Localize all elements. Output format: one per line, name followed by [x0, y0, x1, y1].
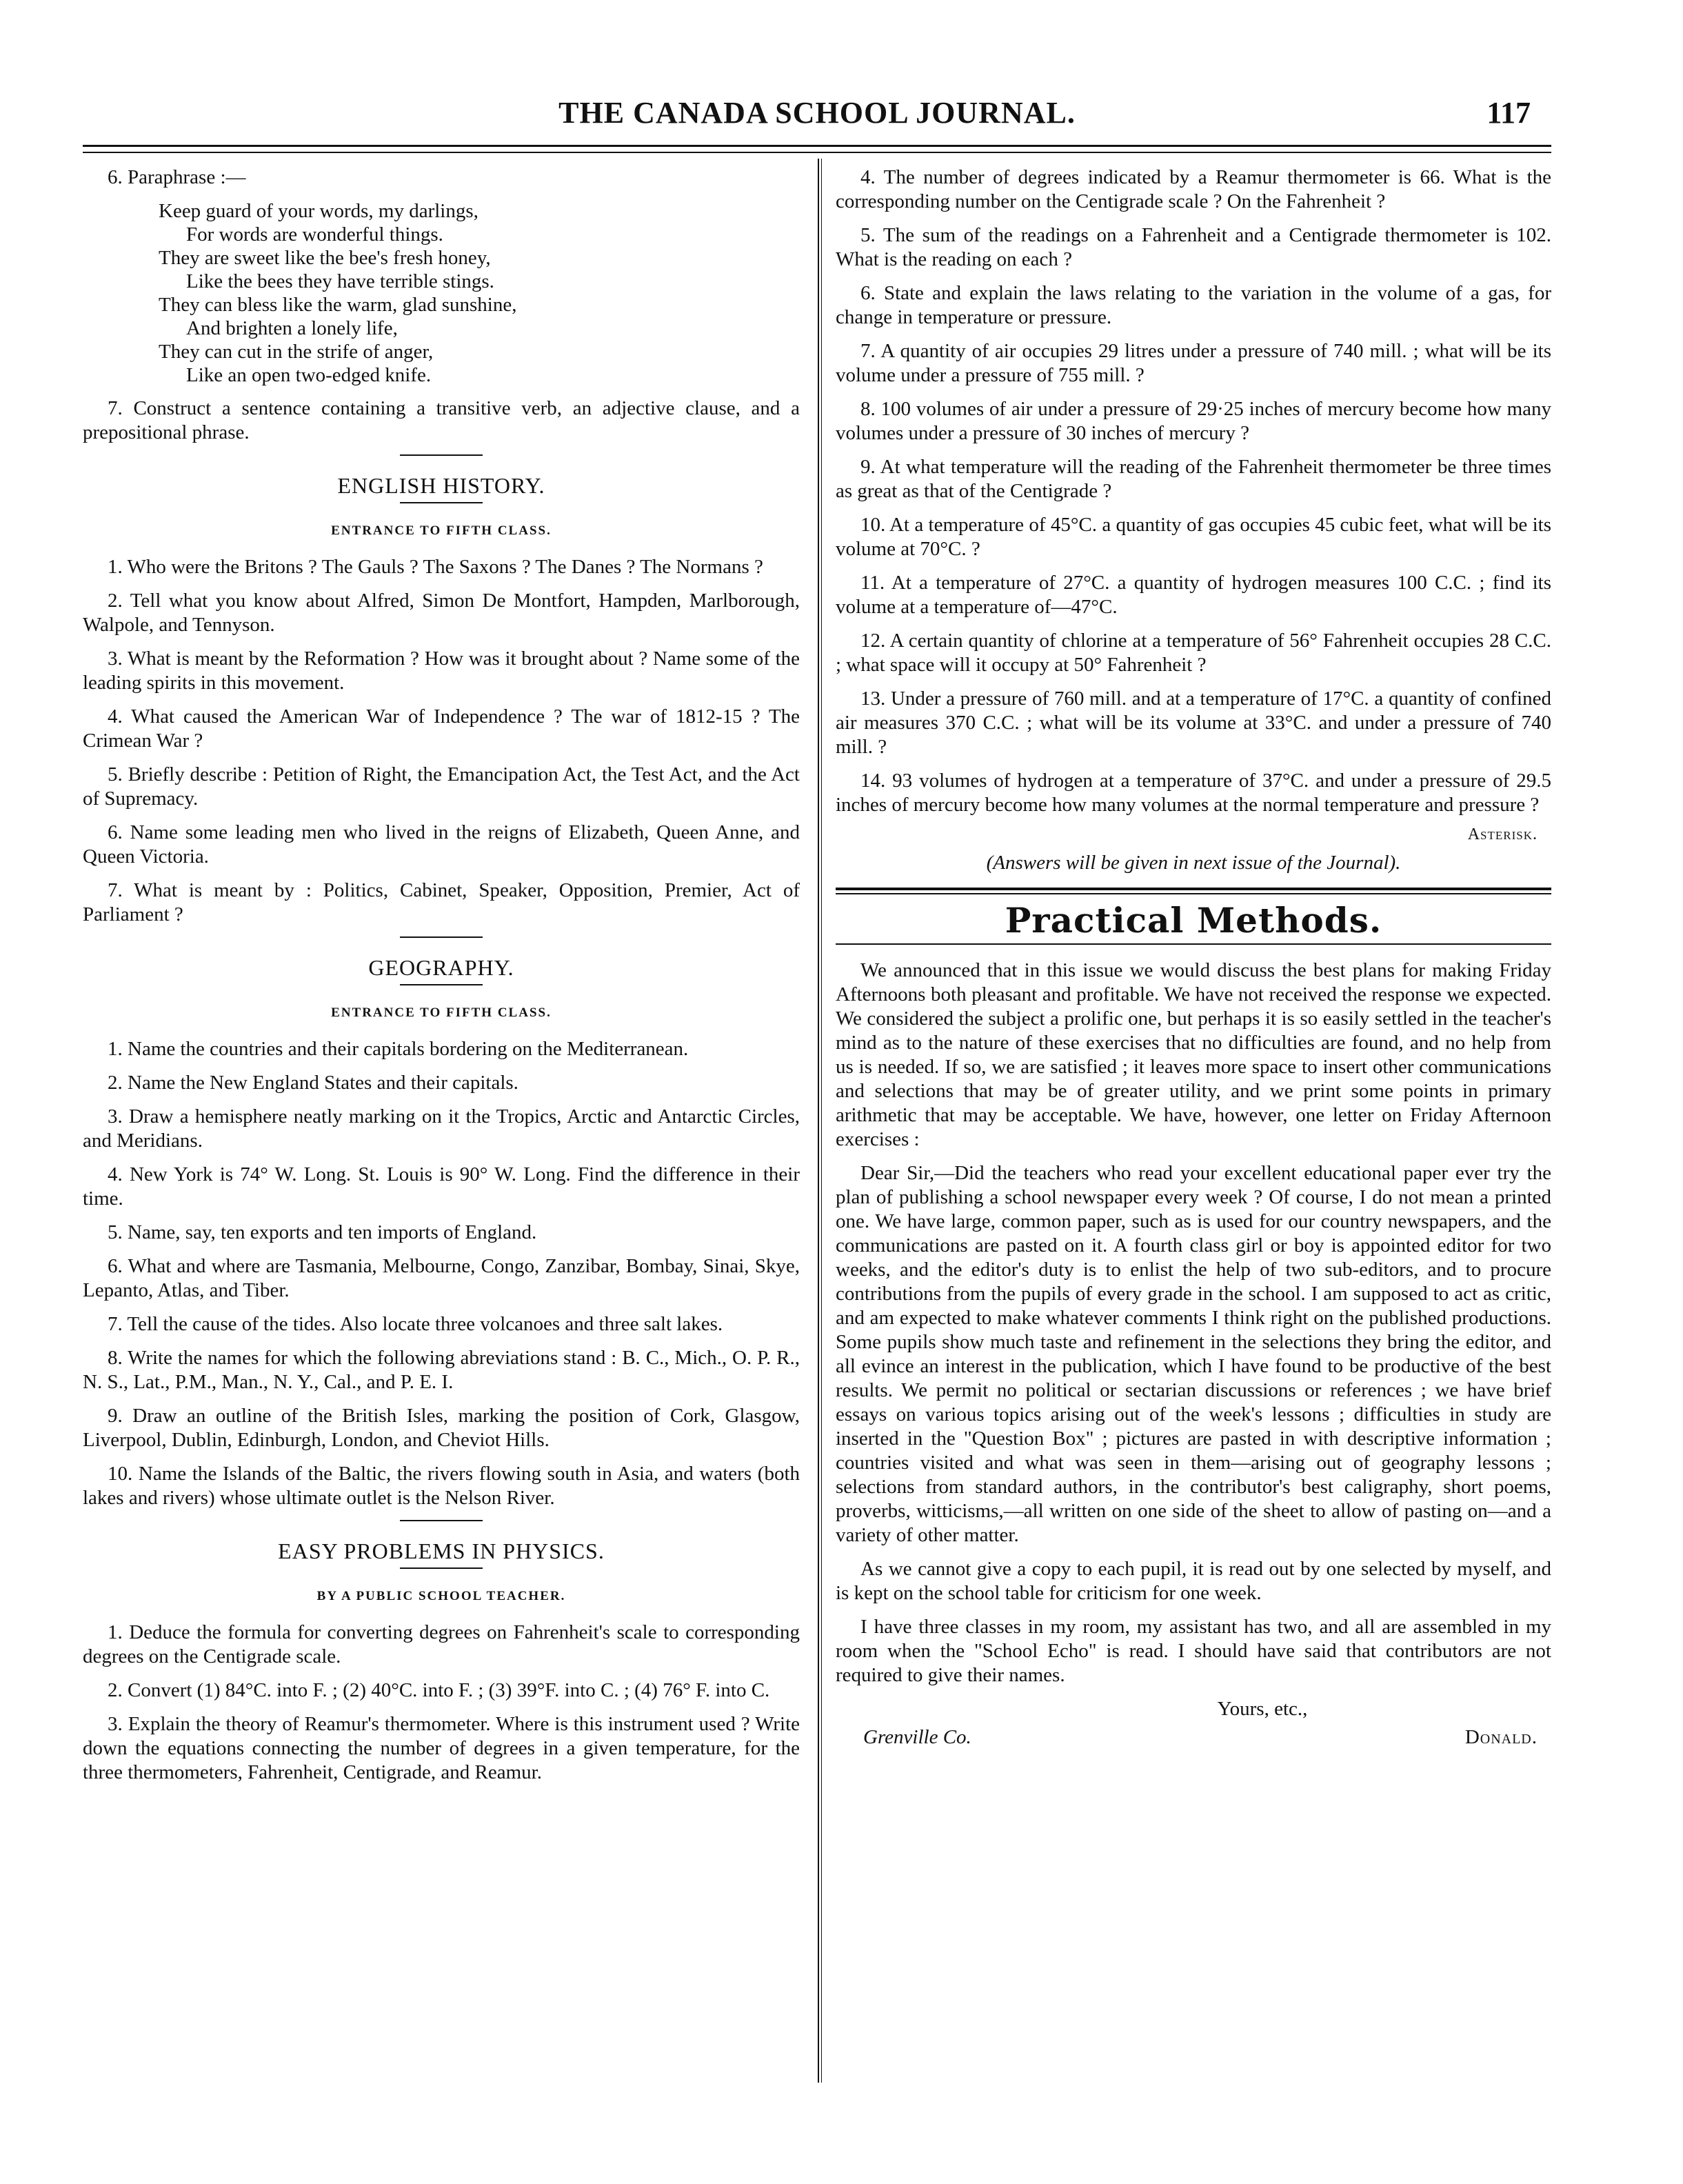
- physics-question: 13. Under a pressure of 760 mill. and at a temperature of 17°C. a quantity of confined air measures 370 C.C. ; what will be its volume at 33°C. and under a pressure of 740 mill. ?: [836, 688, 1551, 758]
- letter-closing: Yours, etc.,: [1217, 1698, 1308, 1720]
- physics-question: 11. At a temperature of 27°C. a quantity of hydrogen measures 100 C.C. ; find its volume at a temperature of—47°C.: [836, 572, 1551, 618]
- geography-question: 1. Name the countries and their capitals bordering on the Mediterranean.: [108, 1038, 689, 1060]
- question-sentence: 7. Construct a sentence containing a transitive verb, an adjective clause, and a prepositional phrase.: [83, 397, 800, 443]
- header-rule: [83, 145, 1551, 147]
- column-divider-secondary: [821, 159, 822, 2083]
- physics-question: 5. The sum of the readings on a Fahrenheit and a Centigrade thermometer is 102. What is the reading on each ?: [836, 224, 1551, 270]
- geography-question: 4. New York is 74° W. Long. St. Louis is 90° W. Long. Find the difference in their time.: [83, 1163, 800, 1210]
- history-question: 2. Tell what you know about Alfred, Simon De Montfort, Hampden, Marlborough, Walpole, and Tennyson.: [83, 590, 800, 636]
- right-column: [836, 166, 1551, 1750]
- poem-line: They can bless like the warm, glad sunshine,: [159, 294, 517, 316]
- geography-question: 8. Write the names for which the following abreviations stand : B. C., Mich., O. P. R., N. S., Lat., P.M., Man., N. Y., Cal., and P. E. I.: [83, 1347, 800, 1393]
- geography-question: 7. Tell the cause of the tides. Also locate three volcanoes and three salt lakes.: [108, 1313, 723, 1335]
- poem: [83, 199, 800, 387]
- poem-line: They are sweet like the bee's fresh honey,: [159, 247, 491, 269]
- poem-line: Keep guard of your words, my darlings,: [159, 200, 478, 222]
- section-rule-heavy-secondary: [836, 893, 1551, 894]
- section-rule: [400, 936, 483, 938]
- history-question: 3. What is meant by the Reformation ? How was it brought about ? Name some of the leading spirits in this movement.: [83, 648, 800, 694]
- letter-paragraph: I have three classes in my room, my assistant has two, and all are assembled in my room when the "School Echo" is read. I should have said that contributors are not required to give their names.: [836, 1616, 1551, 1686]
- geography-question: 2. Name the New England States and their capitals.: [108, 1072, 518, 1094]
- section-subtitle-physics: BY A PUBLIC SCHOOL TEACHER.: [316, 1589, 566, 1603]
- section-title-history: ENGLISH HISTORY.: [337, 473, 545, 498]
- geography-question: 6. What and where are Tasmania, Melbourne, Congo, Zanzibar, Bombay, Sinai, Skye, Lepanto, Atlas, and Tiber.: [83, 1255, 800, 1301]
- section-subtitle-history: ENTRANCE TO FIFTH CLASS.: [331, 523, 552, 538]
- section-rule: [400, 1520, 483, 1521]
- physics-question: 10. At a temperature of 45°C. a quantity of gas occupies 45 cubic feet, what will be its volume at 70°C. ?: [836, 514, 1551, 560]
- letter: [836, 1161, 1551, 1687]
- page-number: 117: [1487, 96, 1531, 130]
- letter-signoff: [836, 1725, 1551, 1750]
- poem-line: They can cut in the strife of anger,: [159, 341, 434, 363]
- letter-paragraph: Dear Sir,—Did the teachers who read your excellent educational paper ever try the plan of publishing a school newspaper every week ? Of course, I do not mean a printed one. We have large, common paper, such as is used for our country newspapers, and the communications are pasted on it. A fourth class girl or boy is appointed editor for two weeks, and the editor's duty is to enlist the help of two sub-editors, and to procure contributions from the pupils of every grade in the school. I am supposed to act as critic, and am expected to make whatever comments I think right on the published productions. Some pupils show much taste and refinement in the selections they bring the editor, and all evince an interest in the publication, which I have found to be productive of the best results. We permit no political or sectarian discussions or references ; we have brief essays on various topics arising out of the week's lessons ; difficulties in study are inserted in the "Question Box" ; pictures are pasted in with descriptive information ; countries visited and what was seen in them—arising out of geography lessons ; selections from standard authors, in the contributor's best caligraphy, short poems, proverbs, witticisms,—all written on one side of the sheet to allow of pasting on—and a variety of other matter.: [836, 1162, 1551, 1546]
- physics-question: 1. Deduce the formula for converting degrees on Fahrenheit's scale to corresponding degrees on the Centigrade scale.: [83, 1621, 800, 1667]
- letter-paragraph: As we cannot give a copy to each pupil, it is read out by one selected by myself, and is kept on the school table for criticism for one week.: [836, 1558, 1551, 1604]
- page-header: [83, 95, 1551, 137]
- geography-question: 10. Name the Islands of the Baltic, the rivers flowing south in Asia, and waters (both lakes and rivers) whose ultimate outlet is the Nelson River.: [83, 1463, 800, 1509]
- section-rule-heavy: [836, 888, 1551, 890]
- section-rule: [400, 984, 483, 985]
- physics-question: 4. The number of degrees indicated by a Reamur thermometer is 66. What is the corresponding number on the Centigrade scale ? On the Fahrenheit ?: [836, 166, 1551, 212]
- section-title-practical-methods: Practical Methods.: [1005, 900, 1382, 941]
- poem-line: Like the bees they have terrible stings.: [186, 270, 494, 292]
- physics-question: 3. Explain the theory of Reamur's thermometer. Where is this instrument used ? Write down the equations connecting the number of degrees in a given temperature, for the three thermometers, Fahrenheit, Centigrade, and Reamur.: [83, 1713, 800, 1783]
- history-question: 5. Briefly describe : Petition of Right, the Emancipation Act, the Test Act, and the Act of Supremacy.: [83, 763, 800, 810]
- methods-intro: We announced that in this issue we would discuss the best plans for making Friday Afternoons both pleasant and profitable. We have not received the response we expected. We considered the subject a prolific one, but perhaps it is so easily settled in the teacher's mind as to the nature of these exercises that no difficulties are found, and no help from us is needed. If so, we are satisfied ; it leaves more space to insert other communications and selections that may be of greater utility, and we print some points in primary arithmetic that may be acceptable. We have, however, one letter on Friday Afternoon exercises :: [836, 959, 1551, 1150]
- physics-question: 2. Convert (1) 84°C. into F. ; (2) 40°C. into F. ; (3) 39°F. into C. ; (4) 76° F. into C.: [108, 1679, 770, 1701]
- history-question: 7. What is meant by : Politics, Cabinet, Speaker, Opposition, Premier, Act of Parliament ?: [83, 879, 800, 925]
- poem-line: For words are wonderful things.: [186, 223, 443, 246]
- header-rule-secondary: [83, 152, 1551, 153]
- left-column: [83, 166, 800, 1794]
- section-rule: [836, 943, 1551, 945]
- section-title-geography: GEOGRAPHY.: [368, 955, 514, 980]
- geography-question: 5. Name, say, ten exports and ten imports of England.: [108, 1221, 537, 1243]
- section-rule: [400, 1567, 483, 1569]
- question-paraphrase: 6. Paraphrase :—: [108, 166, 246, 188]
- geography-question: 3. Draw a hemisphere neatly marking on it the Tropics, Arctic and Antarctic Circles, and Meridians.: [83, 1105, 800, 1152]
- answers-note: (Answers will be given in next issue of the Journal).: [986, 852, 1401, 874]
- physics-question: 8. 100 volumes of air under a pressure of 29·25 inches of mercury become how many volumes under a pressure of 30 inches of mercury ?: [836, 398, 1551, 444]
- column-divider: [818, 159, 819, 2083]
- poem-line: And brighten a lonely life,: [186, 317, 398, 339]
- poem-line: Like an open two-edged knife.: [186, 364, 432, 386]
- physics-question: 9. At what temperature will the reading of the Fahrenheit thermometer be three times as great as that of the Centigrade ?: [836, 456, 1551, 502]
- section-rule: [400, 454, 483, 456]
- physics-question: 7. A quantity of air occupies 29 litres under a pressure of 740 mill. ; what will be its volume under a pressure of 755 mill. ?: [836, 340, 1551, 386]
- physics-question: 14. 93 volumes of hydrogen at a temperature of 37°C. and under a pressure of 29.5 inches of mercury become how many volumes at the normal temperature and pressure ?: [836, 770, 1551, 816]
- history-question: 6. Name some leading men who lived in the reigns of Elizabeth, Queen Anne, and Queen Victoria.: [83, 821, 800, 868]
- history-question: 1. Who were the Britons ? The Gauls ? The Saxons ? The Danes ? The Normans ?: [108, 556, 763, 578]
- letter-place: Grenville Co.: [863, 1726, 971, 1748]
- physics-question: 6. State and explain the laws relating to the variation in the volume of a gas, for change in temperature or pressure.: [836, 282, 1551, 328]
- author-signature: Asterisk.: [1467, 825, 1538, 843]
- history-question: 4. What caused the American War of Independence ? The war of 1812-15 ? The Crimean War ?: [83, 705, 800, 752]
- section-title-physics: EASY PROBLEMS IN PHYSICS.: [278, 1539, 605, 1563]
- section-rule: [400, 502, 483, 503]
- journal-title: THE CANADA SCHOOL JOURNAL.: [558, 96, 1076, 130]
- section-subtitle-geography: ENTRANCE TO FIFTH CLASS.: [331, 1005, 552, 1020]
- physics-question: 12. A certain quantity of chlorine at a temperature of 56° Fahrenheit occupies 28 C.C. ; what space will it occupy at 50° Fahrenheit ?: [836, 630, 1551, 676]
- letter-author: Donald.: [1464, 1726, 1538, 1748]
- geography-question: 9. Draw an outline of the British Isles, marking the position of Cork, Glasgow, Liverpool, Dublin, Edinburgh, London, and Cheviot Hills.: [83, 1405, 800, 1451]
